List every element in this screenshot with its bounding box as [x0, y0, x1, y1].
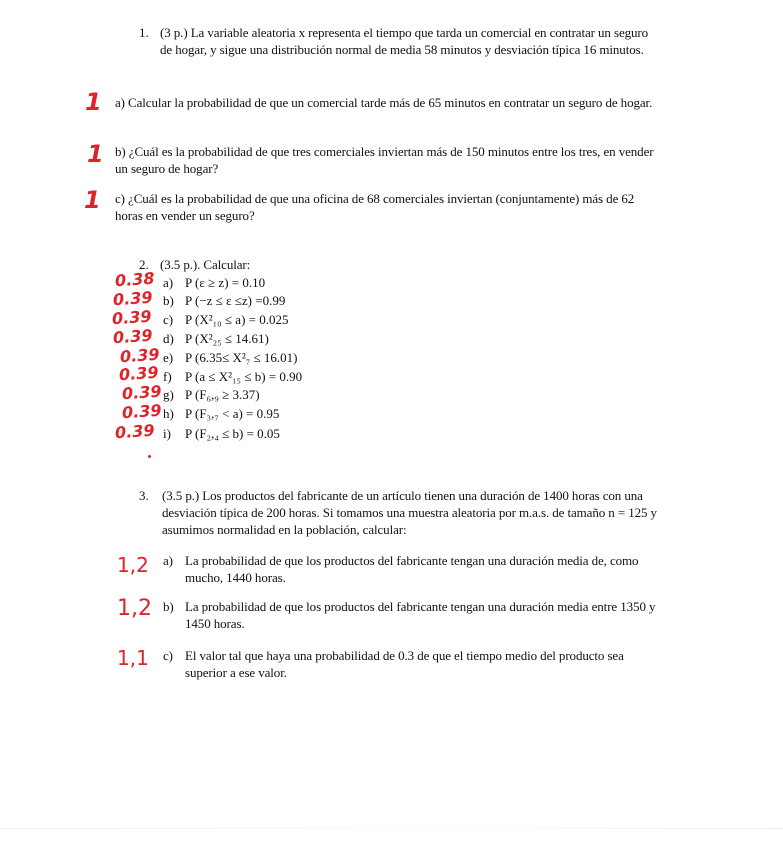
q3b-grade-mark: 1,2	[117, 596, 152, 621]
q3a-label: a)	[163, 553, 173, 568]
stray-ink-dot	[148, 455, 151, 458]
q2e-label: e)	[163, 350, 174, 365]
q2i-grade-mark: 0.39	[114, 420, 156, 443]
q1c-text: c) ¿Cuál es la probabilidad de que una oficina de 68 comerciales inviertan (conjuntamente) más de 62 horas en vender un seguro?	[115, 191, 635, 223]
q3a-grade-mark: 1,2	[117, 553, 149, 577]
q2-stem: (3.5 p.). Calcular:	[160, 257, 251, 272]
q3b-text: La probabilidad de que los productos del fabricante tengan una duración media entre 1350 y 1450 horas.	[185, 599, 656, 631]
q2b-item	[163, 292, 285, 309]
q1c-grade-mark: 1	[84, 186, 101, 214]
q3c-grade-mark: 1,1	[117, 646, 149, 670]
q1a-grade-mark: 1	[85, 88, 102, 116]
q2g-grade-mark: 0.39	[121, 381, 163, 404]
q2i-label: i)	[163, 426, 171, 441]
q1-stem: (3 p.) La variable aleatoria x representa el tiempo que tarda un comercial en contratar un seguro de hogar, y sigue una distribución normal de media 58 minutos y desviación típica 16 minutos.	[160, 25, 649, 57]
q2a-item	[163, 274, 265, 291]
q2f-label: f)	[163, 369, 172, 384]
q2a-label: a)	[163, 275, 174, 290]
q2-number: 2.	[139, 257, 149, 272]
q2i-formula: P (F₂,₄ ≤ b) = 0.05	[185, 426, 280, 441]
scan-edge-line	[0, 828, 783, 829]
q2e-formula: P (6.35≤ X²₇ ≤ 16.01)	[185, 350, 298, 365]
q2d-formula: P (X²₂₅ ≤ 14.61)	[185, 331, 269, 346]
q2h-formula: P (F₃,₇ < a) = 0.95	[185, 406, 280, 421]
q2c-label: c)	[163, 312, 174, 327]
q2c-grade-mark: 0.39	[111, 306, 153, 329]
q1a-text: a) Calcular la probabilidad de que un comercial tarde más de 65 minutos en contratar un seguro de hogar.	[115, 95, 653, 110]
q2c-formula: P (X²₁₀ ≤ a) = 0.025	[185, 312, 289, 327]
q2d-item	[163, 330, 269, 347]
q2d-grade-mark: 0.39	[112, 325, 154, 348]
q3c-text: El valor tal que haya una probabilidad de 0.3 de que el tiempo medio del producto sea superior a ese valor.	[185, 648, 624, 680]
q3-number: 3.	[139, 488, 149, 503]
q3c-label: c)	[163, 648, 173, 663]
q2a-grade-mark: 0.38	[114, 268, 156, 291]
q3b-label: b)	[163, 599, 174, 614]
q2g-item	[163, 386, 260, 403]
q2c-item	[163, 311, 289, 328]
q3-stem: (3.5 p.) Los productos del fabricante de un artículo tienen una duración de 1400 horas con una desviación típica de 200 horas. Si tomamos una muestra aleatoria por m.a.s. de tamaño n = 125 y asumimos normalidad en la población, calcular:	[162, 488, 657, 537]
q2f-formula: P (a ≤ X²₁₅ ≤ b) = 0.90	[185, 369, 303, 384]
q2h-label: h)	[163, 406, 174, 421]
q2b-label: b)	[163, 293, 174, 308]
q2e-item	[163, 349, 298, 366]
q2g-formula: P (F₆,₉ ≥ 3.37)	[185, 387, 260, 402]
q1-number: 1.	[139, 25, 149, 40]
q1b-grade-mark: 1	[87, 140, 104, 168]
q2h-grade-mark: 0.39	[121, 400, 163, 423]
q2f-item	[163, 368, 302, 385]
q2b-grade-mark: 0.39	[112, 287, 154, 310]
q3a-text: La probabilidad de que los productos del fabricante tengan una duración media de, como mucho, 1440 horas.	[185, 553, 639, 585]
q2i-item	[163, 425, 280, 442]
q2e-grade-mark: 0.39	[119, 344, 161, 367]
q2b-formula: P (−z ≤ ε ≤z) =0.99	[185, 293, 286, 308]
q2a-formula: P (ε ≥ z) = 0.10	[185, 275, 266, 290]
q2d-label: d)	[163, 331, 174, 346]
q2h-item	[163, 405, 279, 422]
q1b-text: b) ¿Cuál es la probabilidad de que tres comerciales inviertan más de 150 minutos entre los tres, en vender un seguro de hogar?	[115, 144, 654, 176]
q2f-grade-mark: 0.39	[118, 362, 160, 385]
q2g-label: g)	[163, 387, 174, 402]
